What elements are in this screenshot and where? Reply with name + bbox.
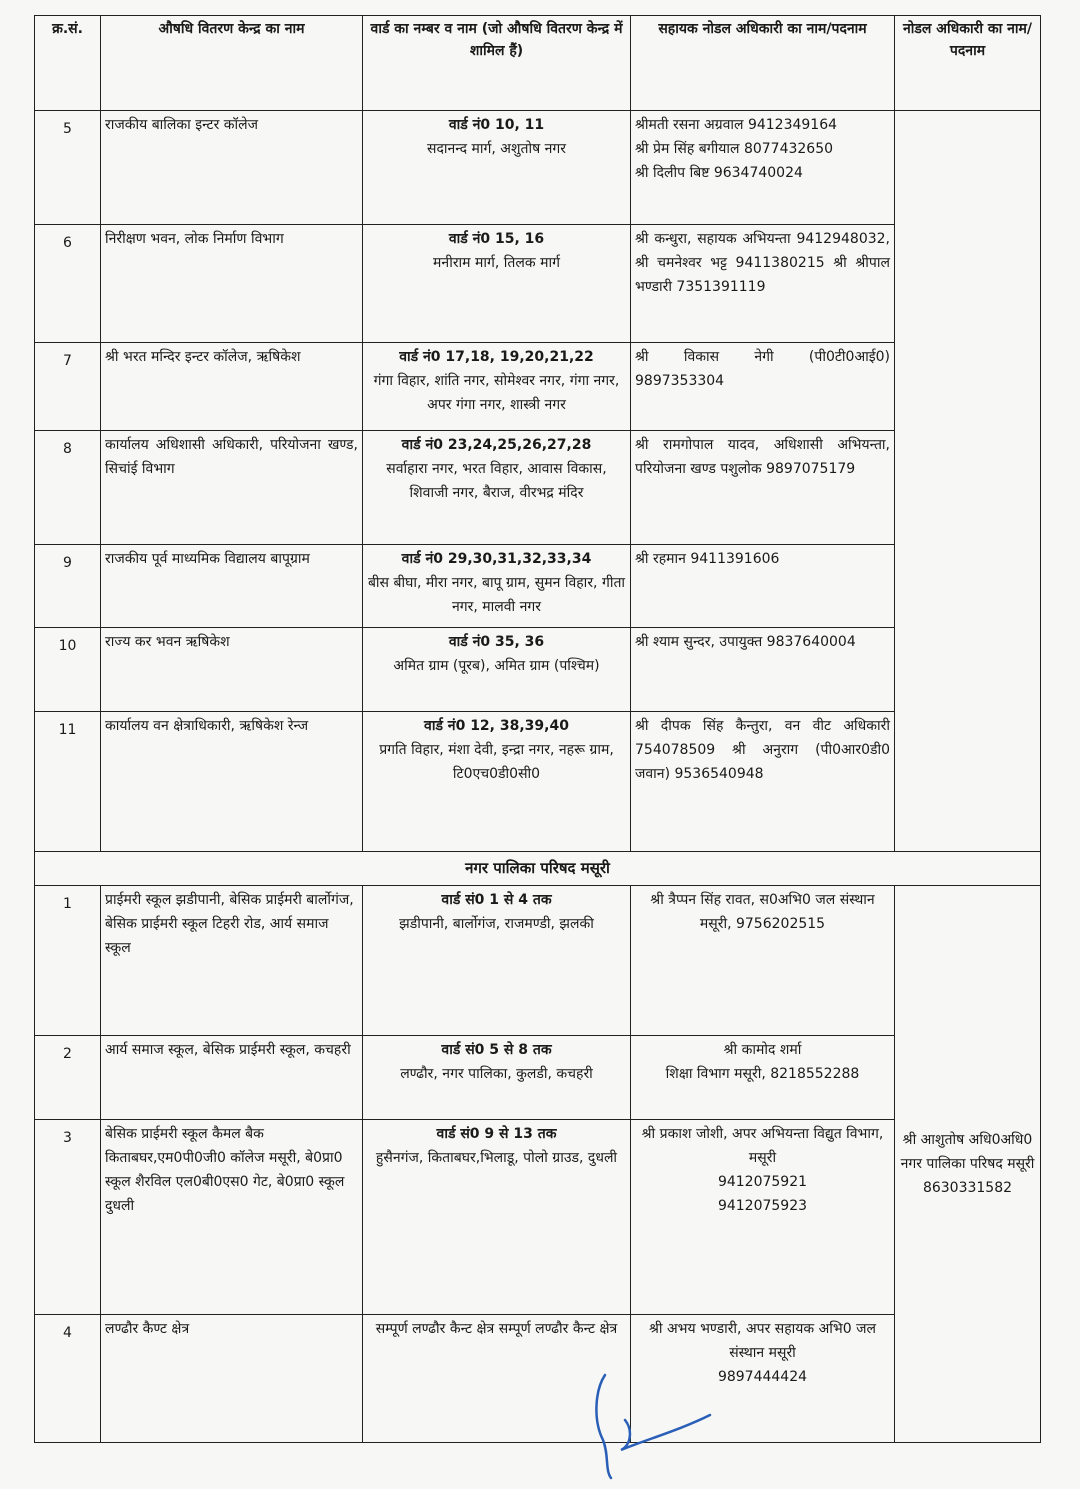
- table-row: [35, 1036, 1041, 1120]
- row-officers: श्री रहमान 9411391606: [631, 545, 895, 628]
- document-sheet: [34, 15, 1040, 1443]
- row-ward: [363, 1120, 631, 1315]
- ward-number: वार्ड नं0 15, 16: [448, 231, 545, 247]
- ward-names: सर्वाहारा नगर, भरत विहार, आवास विकास, शिवाजी नगर, बैराज, वीरभद्र मंदिर: [386, 461, 607, 501]
- row-center: श्री भरत मन्दिर इन्टर कॉलेज, ऋषिकेश: [101, 343, 363, 431]
- row-sno: 4: [35, 1315, 101, 1443]
- row-sno: 1: [35, 886, 101, 1036]
- table-row: [35, 628, 1041, 712]
- row-sno: 5: [35, 111, 101, 225]
- row-ward: [363, 1036, 631, 1120]
- officer-line: शिक्षा विभाग मसूरी, 8218552288: [665, 1066, 860, 1082]
- row-sno: 8: [35, 431, 101, 545]
- officer-line: श्री अभय भण्डारी, अपर सहायक अभि0 जल संस्थान मसूरी: [648, 1321, 877, 1361]
- officer-line: श्री दिलीप बिष्ट 9634740024: [635, 165, 803, 181]
- row-ward: [363, 545, 631, 628]
- row-officers: [631, 1120, 895, 1315]
- row-ward: [363, 712, 631, 852]
- row-center: प्राईमरी स्कूल झडीपानी, बेसिक प्राईमरी बार्लोगंज, बेसिक प्राईमरी स्कूल टिहरी रोड, आर्य समाज स्कूल: [101, 886, 363, 1036]
- officer-line: श्री प्रकाश जोशी, अपर अभियन्ता विद्युत विभाग, मसूरी: [641, 1126, 884, 1166]
- row-center: कार्यालय वन क्षेत्राधिकारी, ऋषिकेश रेन्ज: [101, 712, 363, 852]
- officer-line: 9412075921: [717, 1174, 808, 1190]
- row-officers: श्री रामगोपाल यादव, अधिशासी अभियन्ता, परियोजना खण्ड पशुलोक 9897075179: [631, 431, 895, 545]
- row-center: बेसिक प्राईमरी स्कूल कैमल बैक किताबघर,एम0पी0जी0 कॉलेज मसूरी, बे0प्रा0 स्कूल शैरविल एल0बी0एस0 गेट, बे0प्रा0 स्कूल दुधली: [101, 1120, 363, 1315]
- table-row: [35, 1315, 1041, 1443]
- row-sno: 3: [35, 1120, 101, 1315]
- table-row: [35, 431, 1041, 545]
- row-center: राजकीय बालिका इन्टर कॉलेज: [101, 111, 363, 225]
- ward-number: वार्ड सं0 1 से 4 तक: [441, 892, 552, 908]
- row-nodal: [895, 111, 1041, 852]
- row-sno: 2: [35, 1036, 101, 1120]
- section-title: नगर पालिका परिषद मसूरी: [35, 852, 1041, 886]
- row-officers: [631, 111, 895, 225]
- row-sno: 6: [35, 225, 101, 343]
- ward-names: सदानन्द मार्ग, अशुतोष नगर: [426, 141, 567, 157]
- table-row: [35, 886, 1041, 1036]
- header-ward: वार्ड का नम्बर व नाम (जो औषधि वितरण केन्द्र में शामिल हैं): [363, 16, 631, 111]
- table-row: [35, 1120, 1041, 1315]
- row-center: लण्ढौर कैण्ट क्षेत्र: [101, 1315, 363, 1443]
- row-ward: [363, 111, 631, 225]
- officer-line: श्री प्रेम सिंह बगीयाल 8077432650: [635, 141, 834, 157]
- row-ward: [363, 225, 631, 343]
- row-officers: श्री त्रैप्पन सिंह रावत, स0अभि0 जल संस्थान मसूरी, 9756202515: [631, 886, 895, 1036]
- row-center: आर्य समाज स्कूल, बेसिक प्राईमरी स्कूल, कचहरी: [101, 1036, 363, 1120]
- row-officers: श्री दीपक सिंह कैन्तुरा, वन वीट अधिकारी 754078509 श्री अनुराग (पी0आर0डी0 जवान) 9536540948: [631, 712, 895, 852]
- header-sno: क्र.सं.: [35, 16, 101, 111]
- row-center: निरीक्षण भवन, लोक निर्माण विभाग: [101, 225, 363, 343]
- table-row: [35, 111, 1041, 225]
- row-sno: 10: [35, 628, 101, 712]
- ward-number: वार्ड नं0 29,30,31,32,33,34: [401, 551, 592, 567]
- ward-names: मनीराम मार्ग, तिलक मार्ग: [433, 255, 560, 271]
- header-nodal-officer: नोडल अधिकारी का नाम/पदनाम: [895, 16, 1041, 111]
- header-center-name: औषधि वितरण केन्द्र का नाम: [101, 16, 363, 111]
- ward-names: लण्ढौर, नगर पालिका, कुलडी, कचहरी: [400, 1066, 593, 1082]
- section-row: [35, 852, 1041, 886]
- row-officers: श्री कन्धुरा, सहायक अभियन्ता 9412948032, श्री चमनेश्वर भट्ट 9411380215 श्री श्रीपाल भण्डारी 7351391119: [631, 225, 895, 343]
- ward-number: वार्ड सं0 5 से 8 तक: [441, 1042, 552, 1058]
- ward-number: वार्ड नं0 23,24,25,26,27,28: [401, 437, 592, 453]
- row-nodal: श्री आशुतोष अधि0अधि0 नगर पालिका परिषद मसूरी 8630331582: [895, 886, 1041, 1443]
- row-ward: [363, 343, 631, 431]
- row-officers: [631, 1036, 895, 1120]
- ward-names: झडीपानी, बार्लोगंज, राजमण्डी, झलकी: [399, 916, 594, 932]
- ward-names: बीस बीघा, मीरा नगर, बापू ग्राम, सुमन विहार, गीता नगर, मालवी नगर: [367, 575, 626, 615]
- ward-number: वार्ड सं0 9 से 13 तक: [436, 1126, 557, 1142]
- row-sno: 9: [35, 545, 101, 628]
- officer-line: श्रीमती रसना अग्रवाल 9412349164: [635, 117, 838, 133]
- officer-line: 9897444424: [717, 1369, 808, 1385]
- table-row: [35, 225, 1041, 343]
- ward-names: गंगा विहार, शांति नगर, सोमेश्वर नगर, गंगा नगर, अपर गंगा नगर, शास्त्री नगर: [373, 373, 620, 413]
- table-row: [35, 545, 1041, 628]
- table-row: [35, 343, 1041, 431]
- row-ward: [363, 431, 631, 545]
- row-officers: श्री विकास नेगी (पी0टी0आई0) 9897353304: [631, 343, 895, 431]
- ward-names: अमित ग्राम (पूरब), अमित ग्राम (पश्चिम): [393, 658, 600, 674]
- ward-names: हुसैनगंज, किताबघर,भिलाडू, पोलो ग्राउड, दुधली: [375, 1150, 618, 1166]
- officer-line: 9412075923: [717, 1198, 808, 1214]
- ward-number: वार्ड नं0 17,18, 19,20,21,22: [399, 349, 594, 365]
- row-officers: श्री श्याम सुन्दर, उपायुक्त 9837640004: [631, 628, 895, 712]
- signature-mark: [585, 1360, 725, 1485]
- header-row: [35, 16, 1041, 111]
- ward-number: वार्ड नं0 10, 11: [448, 117, 545, 133]
- row-center: कार्यालय अधिशासी अधिकारी, परियोजना खण्ड, सिचांई विभाग: [101, 431, 363, 545]
- row-sno: 11: [35, 712, 101, 852]
- ward-number: वार्ड नं0 35, 36: [448, 634, 545, 650]
- ward-number: वार्ड नं0 12, 38,39,40: [424, 718, 569, 734]
- row-center: राज्य कर भवन ऋषिकेश: [101, 628, 363, 712]
- ward-names: सम्पूर्ण लण्ढौर कैन्ट क्षेत्र सम्पूर्ण लण्ढौर कैन्ट क्षेत्र: [375, 1321, 618, 1337]
- row-sno: 7: [35, 343, 101, 431]
- table-row: [35, 712, 1041, 852]
- ward-names: प्रगति विहार, मंशा देवी, इन्द्रा नगर, नहरू ग्राम, टि0एच0डी0सी0: [379, 742, 614, 782]
- officer-line: श्री कामोद शर्मा: [723, 1042, 802, 1058]
- distribution-table: [34, 15, 1041, 1443]
- row-ward: [363, 628, 631, 712]
- header-assistant-officer: सहायक नोडल अधिकारी का नाम/पदनाम: [631, 16, 895, 111]
- row-center: राजकीय पूर्व माध्यमिक विद्यालय बापूग्राम: [101, 545, 363, 628]
- row-ward: [363, 886, 631, 1036]
